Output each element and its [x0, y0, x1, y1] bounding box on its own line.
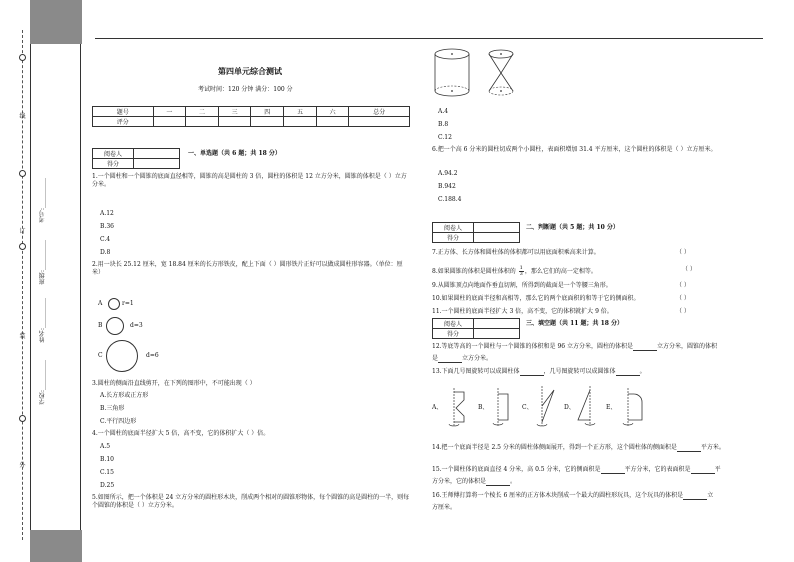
q13-blank-1[interactable] [520, 369, 544, 376]
q14-blank[interactable] [677, 445, 701, 452]
judge-10: 10.如果圆柱的底面半径和高相等，那么它的两个底面积的和等于它的侧面积。 [432, 295, 640, 302]
question-4: 4.一个圆柱的底面半径扩大 5 倍，高不变，它的体积扩大（ ）倍。 [92, 430, 270, 437]
q2-circle-a [108, 298, 120, 310]
q3-option-c[interactable]: C.平行四边形 [100, 418, 137, 425]
q5-option-b[interactable]: B.8 [438, 121, 449, 128]
q15-blank-1[interactable] [601, 467, 625, 474]
q13-label-a: A、 [432, 404, 443, 411]
judge-8: 8.如果圆锥的体积是圆柱体积的 $\frac{1}{3}$，那么它们的高一定相等。 [432, 265, 597, 277]
question-1: 1.一个圆柱和一个圆锥的底面直径相等，圆锥的高是圆柱的 3 倍，圆柱的体积是 12 立方分米，圆锥的体积是（ ）立方分米。 [92, 173, 407, 188]
fraction-one-third: $\frac{1}{3}$ [519, 265, 523, 277]
grader-input[interactable] [474, 223, 520, 233]
margin-char-xian: 线 [19, 113, 26, 120]
punch-hole-3 [19, 243, 26, 250]
exam-no-field[interactable]: 考号:__________ [39, 178, 46, 223]
q2-circle-a-label: r=1 [122, 300, 134, 307]
question-6: 6.把一个高 6 分米的圆柱切成两个小圆柱，表面积增加 31.4 平方厘米，这个圆柱的体积是（ ）立方厘米。 [432, 146, 717, 153]
q13-label-b: B、 [478, 404, 489, 411]
class-field[interactable]: 班级:__________ [39, 240, 46, 285]
q1-option-a[interactable]: A.12 [100, 210, 114, 217]
score-cell: 四 [251, 107, 284, 117]
question-15-line2: 方分米，它的体积是 。 [432, 478, 517, 485]
binding-margin [0, 0, 82, 562]
grader-box-1 [92, 148, 180, 169]
section1-heading: 一、单选题（共 6 题；共 18 分） [188, 150, 281, 157]
page-title: 第四单元综合测试 [218, 66, 282, 76]
margin-gray-bottom [30, 530, 82, 562]
q15-blank-2[interactable] [691, 467, 715, 474]
q2-circle-b-label: d=3 [130, 322, 143, 329]
punch-hole-4 [19, 415, 26, 422]
question-13: 13.下面几号图旋转可以成圆柱体 ，几号图旋转可以成圆锥体 。 [432, 368, 646, 375]
question-3: 3.圆柱的侧面沿直线剪开，在下列的图形中，不可能出现（ ） [92, 380, 256, 387]
q13-label-e: E、 [606, 404, 617, 411]
margin-char-ding: 订 [19, 228, 26, 235]
question-14: 14.把一个底面半径是 2.5 分米的圆柱体侧面展开，得到一个正方形，这个圆柱体的侧面积是 平方米。 [432, 444, 725, 451]
score-table [92, 106, 410, 127]
q5-option-c[interactable]: C.12 [438, 134, 452, 141]
grader-input[interactable] [474, 329, 520, 339]
grader-input[interactable] [474, 319, 520, 329]
q13-label-d: D、 [564, 404, 575, 411]
grader-input[interactable] [134, 159, 180, 169]
q6-option-a[interactable]: A.94.2 [438, 170, 458, 177]
q16-blank[interactable] [683, 493, 707, 500]
judge-8-paren[interactable]: （ ） [682, 266, 696, 273]
grader-label: 阅卷人 [433, 223, 474, 233]
score-input-cell[interactable] [349, 117, 410, 127]
grader-label: 得分 [433, 233, 474, 243]
score-input-cell[interactable] [153, 117, 186, 127]
judge-7: 7.正方体、长方体和圆柱体的体积都可以用底面积乘高来计算。 [432, 249, 600, 256]
punch-hole-1 [19, 54, 26, 61]
judge-9-paren[interactable]: （ ） [676, 282, 690, 289]
q15-blank-3[interactable] [486, 479, 510, 486]
score-table-header-row [93, 107, 410, 117]
q1-option-b[interactable]: B.36 [100, 223, 114, 230]
margin-gray-top [30, 0, 82, 44]
q13-figure-d [576, 386, 602, 428]
score-cell: 一 [153, 107, 186, 117]
question-12-line2: 是 立方分米。 [432, 355, 493, 362]
margin-line-inner [30, 44, 31, 530]
top-rule [95, 38, 763, 39]
q3-option-b[interactable]: B.三角形 [100, 405, 125, 412]
school-field[interactable]: 学校:__________ [39, 360, 46, 405]
question-5: 5.如图所示，把一个体积是 24 立方分米的圆柱形木块，削成两个相对的圆锥形物体，每个圆锥的高是圆柱的一半，则每个圆锥的体积是（ ）立方分米。 [92, 494, 410, 509]
q2-option-c[interactable]: C [98, 352, 103, 359]
q1-option-d[interactable]: D.8 [100, 249, 111, 256]
q5-option-a[interactable]: A.4 [438, 108, 449, 115]
score-input-cell[interactable] [316, 117, 349, 127]
q6-option-b[interactable]: B.942 [438, 183, 456, 190]
score-cell: 五 [284, 107, 317, 117]
q12-blank-2[interactable] [438, 356, 462, 363]
grader-label: 得分 [433, 329, 474, 339]
judge-7-paren[interactable]: （ ） [676, 249, 690, 256]
margin-line-outer [80, 44, 81, 530]
q4-option-c[interactable]: C.15 [100, 469, 114, 476]
q3-option-a[interactable]: A.长方形或正方形 [100, 392, 149, 399]
judge-9: 9.从圆锥顶点向地面作垂直切割，所得到的截面是一个等腰三角形。 [432, 282, 612, 289]
question-16-line1: 16.王师傅打算将一个棱长 6 厘米的正方体木块削成一个最大的圆柱形玩具，这个玩具的体积是 立 [432, 492, 714, 499]
q4-option-b[interactable]: B.10 [100, 456, 114, 463]
judge-11-paren[interactable]: （ ） [676, 308, 690, 315]
q13-figure-b [490, 388, 514, 428]
score-table-score-row [93, 117, 410, 127]
score-input-cell[interactable] [218, 117, 251, 127]
judge-10-paren[interactable]: （ ） [676, 295, 690, 302]
q6-option-c[interactable]: C.188.4 [438, 196, 462, 203]
section3-heading: 三、填空题（共 11 题；共 18 分） [526, 320, 624, 327]
question-2: 2.用一块长 25.12 厘米，宽 18.84 厘米的长方形铁皮，配上下面（ ）圆形铁片正好可以做成圆柱形容器。（单位：厘米） [92, 261, 403, 276]
q2-option-b[interactable]: B [98, 322, 103, 329]
q2-circle-c-label: d=6 [146, 352, 159, 359]
margin-char-zhuang: 装 [19, 333, 26, 340]
question-15-line1: 15.一个圆柱体的底面直径 4 分米，高 0.5 分米，它的侧面积是 平方分米，它的表面积是 平 [432, 466, 721, 473]
score-cell: 二 [186, 107, 219, 117]
q2-circle-c [106, 340, 138, 372]
exam-subtitle: 考试时间：120 分钟 满分：100 分 [198, 86, 293, 93]
double-cone-figure [486, 46, 526, 102]
grader-input[interactable] [474, 233, 520, 243]
question-12-line1: 12.等底等高的一个圆柱与一个圆锥的体积和是 96 立方分米，圆柱的体积是 立方分米，圆锥的体积 [432, 343, 718, 350]
cylinder-figure [432, 46, 482, 102]
score-input-cell[interactable] [284, 117, 317, 127]
q2-option-a[interactable]: A [98, 300, 103, 307]
name-field[interactable]: 姓名:__________ [39, 298, 46, 343]
q2-circle-b [106, 317, 124, 335]
question-16-line2: 方厘米。 [432, 504, 457, 511]
score-cell: 总分 [349, 107, 410, 117]
punch-hole-2 [19, 170, 26, 177]
score-input-cell[interactable] [251, 117, 284, 127]
score-cell: 评分 [93, 117, 154, 127]
q4-option-d[interactable]: D.25 [100, 482, 115, 489]
q13-label-c: C、 [522, 404, 533, 411]
score-cell: 三 [218, 107, 251, 117]
judge-11: 11.一个圆柱的底面半径扩大 3 倍，高不变，它的体积就扩大 9 倍。 [432, 308, 613, 315]
q1-option-c[interactable]: C.4 [100, 236, 111, 243]
score-cell: 题号 [93, 107, 154, 117]
score-cell: 六 [316, 107, 349, 117]
grader-box-2 [432, 222, 520, 243]
q13-blank-2[interactable] [616, 369, 640, 376]
grader-box-3 [432, 318, 520, 339]
grader-label: 得分 [93, 159, 134, 169]
q12-blank-1[interactable] [633, 344, 657, 351]
section2-heading: 二、判断题（共 5 题；共 10 分） [526, 224, 619, 231]
margin-char-wai: 外 [19, 462, 26, 469]
q13-figure-a [446, 388, 470, 428]
grader-label: 阅卷人 [93, 149, 134, 159]
score-input-cell[interactable] [186, 117, 219, 127]
grader-label: 阅卷人 [433, 319, 474, 329]
grader-input[interactable] [134, 149, 180, 159]
q13-figure-e [620, 388, 646, 428]
q13-figure-c [534, 386, 560, 428]
q4-option-a[interactable]: A.5 [100, 443, 111, 450]
